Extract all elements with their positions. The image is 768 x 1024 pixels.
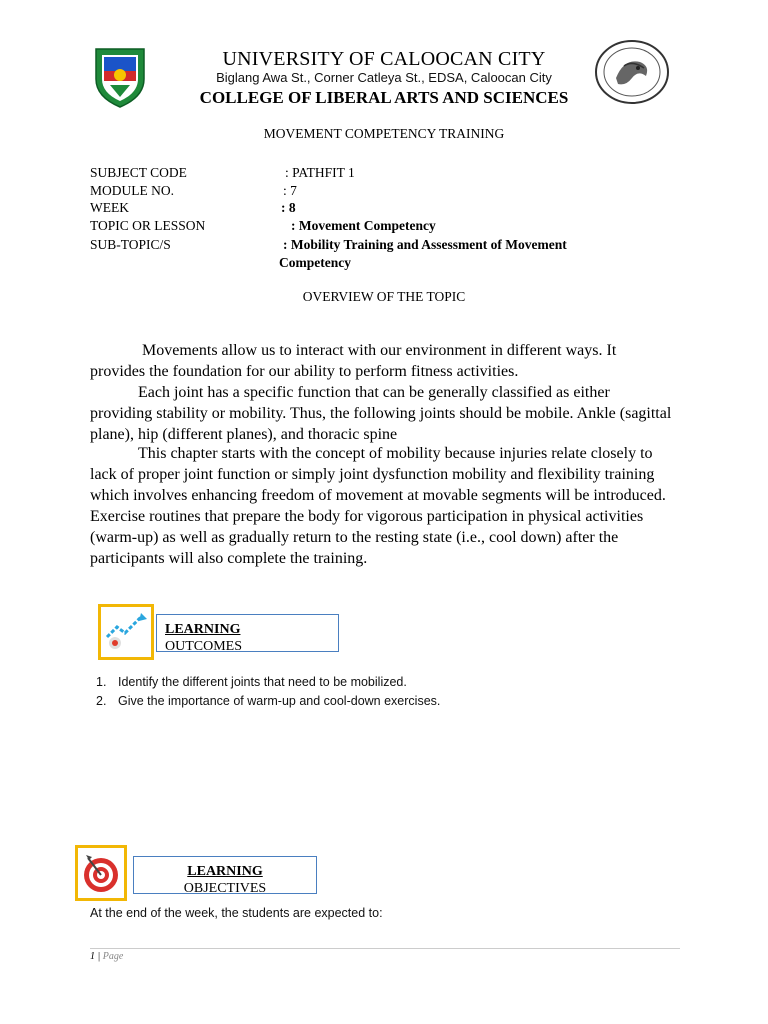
- page-footer: [90, 951, 123, 962]
- objectives-intro: At the end of the week, the students are expected to:: [90, 906, 383, 920]
- info-value: : PATHFIT 1: [285, 165, 355, 180]
- module-title: MOVEMENT COMPETENCY TRAINING: [263, 126, 505, 141]
- list-item: [96, 692, 440, 711]
- info-value: : Mobility Training and Assessment of Movement: [283, 237, 567, 252]
- info-label: WEEK: [90, 200, 129, 215]
- info-value: : Movement Competency: [291, 218, 436, 233]
- list-item-text: Give the importance of warm-up and cool-down exercises.: [118, 694, 441, 708]
- overview-title: OVERVIEW OF THE TOPIC: [302, 289, 466, 304]
- college-name: COLLEGE OF LIBERAL ARTS AND SCIENCES: [199, 88, 569, 107]
- page-separator: |: [95, 951, 103, 962]
- info-label: TOPIC OR LESSON: [90, 218, 206, 233]
- learning-objectives-label-box: [133, 856, 317, 894]
- info-value: : 8: [281, 200, 296, 215]
- paragraph-1: Movements allow us to interact with our environment in different ways. It provides the foundation for our ability to perform fitness activities.: [90, 342, 617, 380]
- university-name: UNIVERSITY OF CALOOCAN CITY: [222, 48, 546, 70]
- paragraph-2: Each joint has a specific function that can be generally classified as either providing stability or mobility. Thus, the following joints should be mobile. Ankle (sagittal plane), hip (different planes), and thoracic spine: [90, 384, 672, 443]
- target-icon: [75, 845, 127, 901]
- info-value: : 7: [283, 183, 297, 198]
- college-seal-icon: [594, 40, 670, 104]
- list-item-number: 1.: [96, 675, 107, 689]
- list-item: [96, 673, 440, 692]
- info-value-continued: Competency: [279, 255, 351, 270]
- info-label: MODULE NO.: [90, 183, 174, 198]
- paragraph-3: This chapter starts with the concept of mobility because injuries relate closely to lack of proper joint function or simply joint dysfunction mobility and flexibility training which involves enhancing freedom of movement at movable segments will be introduced. Exercise routines that prepare the body for vigorous participation in physical activities (warm-up) as well as gradually return to the resting state (i.e., cool down) after the participants will also complete the training.: [90, 445, 666, 567]
- list-item-text: Identify the different joints that need to be mobilized.: [118, 675, 407, 689]
- learning-objectives-label-2: OBJECTIVES: [183, 881, 267, 894]
- university-address: Biglang Awa St., Corner Catleya St., EDSA, Caloocan City: [216, 70, 552, 85]
- growth-chart-icon: [98, 604, 154, 660]
- learning-objectives-label: LEARNING: [187, 864, 263, 879]
- learning-outcomes-label-box: [156, 614, 339, 652]
- footer-divider: [90, 948, 680, 949]
- list-item-number: 2.: [96, 694, 107, 708]
- outcomes-list: [96, 673, 440, 711]
- page-number: 1: [90, 951, 95, 962]
- learning-outcomes-label-2: OUTCOMES: [165, 639, 243, 652]
- page-label: Page: [102, 951, 124, 962]
- info-label: SUBJECT CODE: [90, 165, 187, 180]
- info-label: SUB-TOPIC/S: [90, 237, 171, 252]
- learning-outcomes-label: LEARNING: [165, 622, 241, 637]
